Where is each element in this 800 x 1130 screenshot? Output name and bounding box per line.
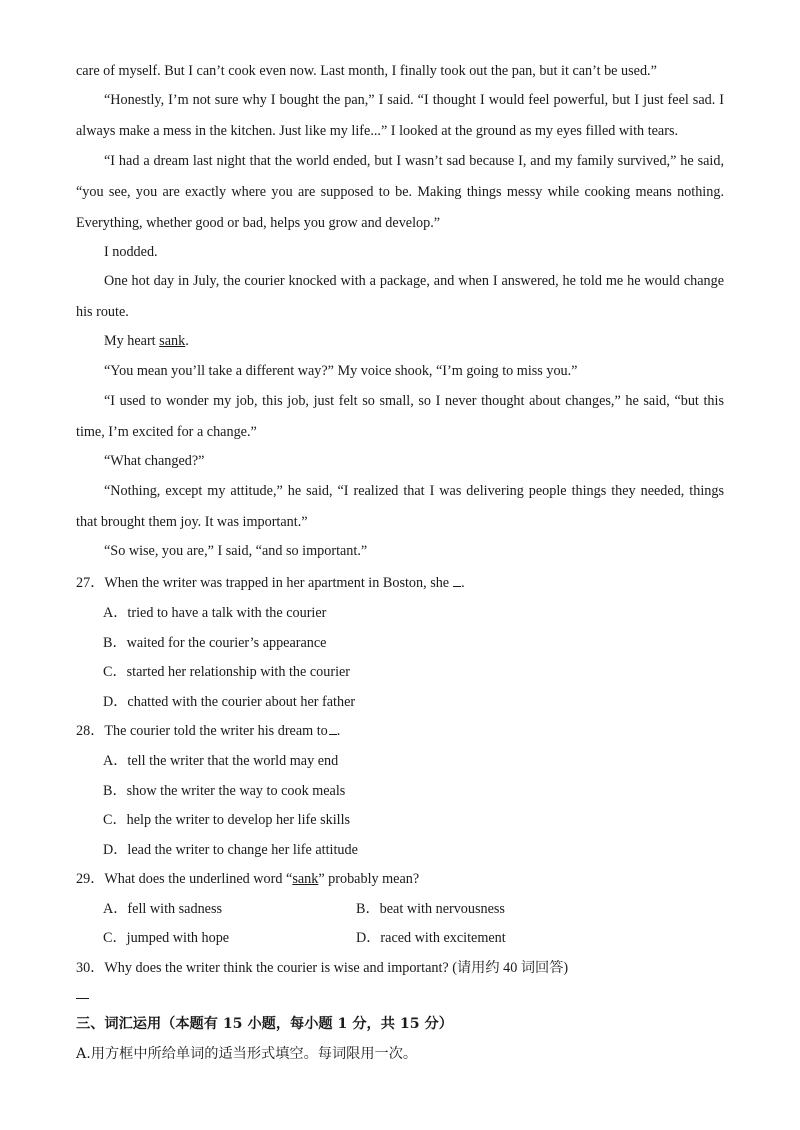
answer-line xyxy=(76,998,89,999)
question-30-stem: 30．Why does the writer think the courier is wise and important? (请用约 40 词回答) xyxy=(76,960,569,976)
story-paragraph: One hot day in July, the courier knocked with a package, and when I answered, he told me he would change his route. xyxy=(76,273,724,320)
option-b: B．waited for the courier’s appearance xyxy=(103,635,327,651)
story-paragraph: “Nothing, except my attitude,” he said, “I realized that I was delivering people things they needed, things that brought them joy. It was important.” xyxy=(76,483,724,530)
option-b: B．show the writer the way to cook meals xyxy=(103,783,346,799)
text-run: . xyxy=(185,333,189,349)
option-c: C．help the writer to develop her life skills xyxy=(103,812,351,828)
question-text: 28．The courier told the writer his dream to xyxy=(76,723,328,739)
answer-blank xyxy=(453,574,461,587)
question-text: 27．When the writer was trapped in her apartment in Boston, she xyxy=(76,575,450,591)
option-d: D．lead the writer to change her life attitude xyxy=(103,842,358,858)
option-a: A．tell the writer that the world may end xyxy=(103,753,339,769)
story-paragraph: “So wise, you are,” I said, “and so important.” xyxy=(104,543,368,559)
answer-blank xyxy=(329,722,337,735)
question-end: . xyxy=(461,575,465,591)
text-run: My heart xyxy=(104,333,160,349)
story-paragraph: “I had a dream last night that the world ended, but I wasn’t sad because I, and my family survived,” he said, “you see, you are exactly where you are supposed to be. Making things messy while cooking means nothing. Everything, whether good or bad, helps you grow and develop.” xyxy=(76,153,724,231)
story-paragraph: “I used to wonder my job, this job, just felt so small, so I never thought about changes,” he said, “but this time, I’m excited for a change.” xyxy=(76,393,724,440)
option-d: D．chatted with the courier about her father xyxy=(103,694,356,710)
option-c: C．started her relationship with the courier xyxy=(103,664,351,680)
question-text: 29．What does the underlined word “ xyxy=(76,871,293,887)
question-text: ” probably mean? xyxy=(318,871,420,887)
section-instruction: A.用方框中所给单词的适当形式填空。每词限用一次。 xyxy=(76,1046,418,1062)
question-27-stem xyxy=(76,572,465,592)
question-29-stem xyxy=(76,868,419,888)
underlined-word: sank xyxy=(159,333,186,349)
option-c: C．jumped with hope xyxy=(103,930,230,946)
underlined-word: sank xyxy=(292,871,319,887)
story-paragraph: “Honestly, I’m not sure why I bought the pan,” I said. “I thought I would feel powerful, but I just feel sad. I always make a mess in the kitchen. Just like my life...” I looked at the ground as my eyes filled with tears. xyxy=(76,92,724,139)
question-28-stem xyxy=(76,720,340,740)
option-b: B．beat with nervousness xyxy=(356,901,505,917)
story-paragraph xyxy=(76,326,724,357)
question-end: . xyxy=(336,723,341,739)
section-heading: 三、词汇运用（本题有 15 小题，每小题 1 分，共 15 分） xyxy=(76,1016,453,1032)
option-d: D．raced with excitement xyxy=(356,930,506,946)
option-a: A．tried to have a talk with the courier xyxy=(103,605,327,621)
option-a: A．fell with sadness xyxy=(103,901,223,917)
story-paragraph: “What changed?” xyxy=(104,453,205,469)
story-paragraph: care of myself. But I can’t cook even now. Last month, I finally took out the pan, but it can’t be used.” xyxy=(76,63,657,79)
story-paragraph: “You mean you’ll take a different way?” My voice shook, “I’m going to miss you.” xyxy=(104,363,578,379)
story-paragraph: I nodded. xyxy=(104,244,158,260)
